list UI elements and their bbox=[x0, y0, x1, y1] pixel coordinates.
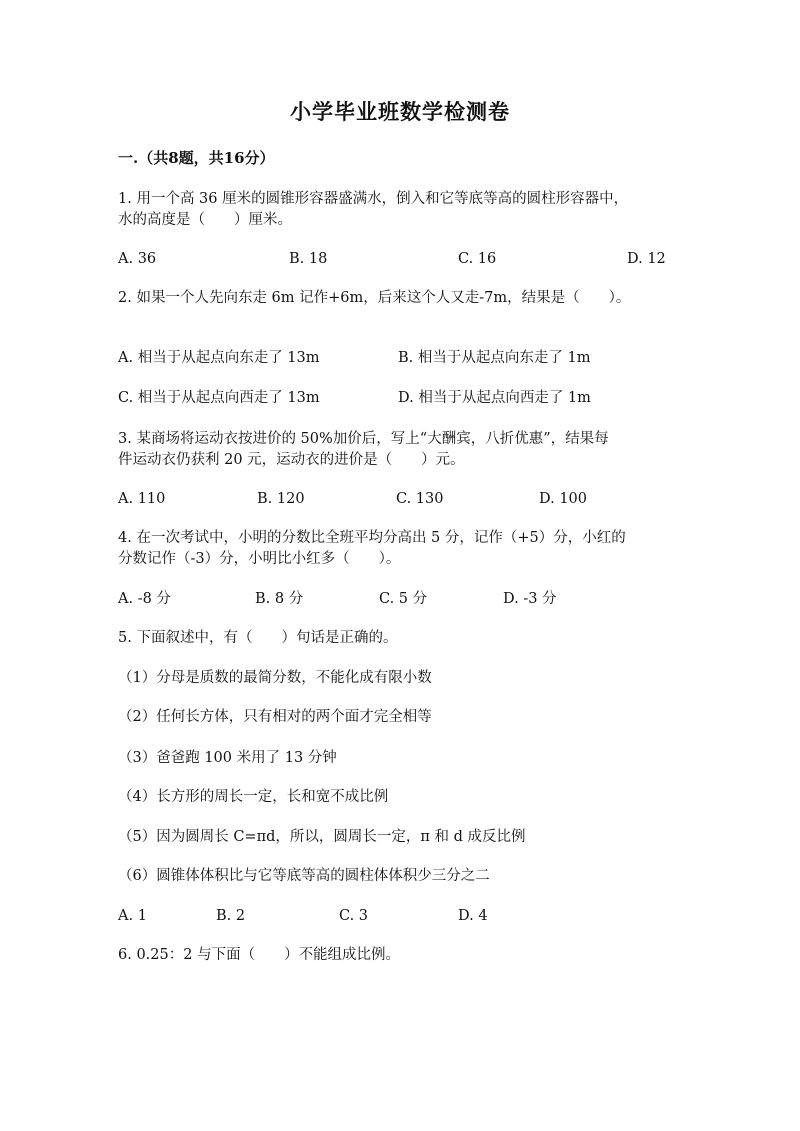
question-3-option-b[interactable]: B. 120 bbox=[257, 491, 305, 507]
question-5-statement-3: （3）爸爸跑 100 米用了 13 分钟 bbox=[118, 750, 337, 766]
question-5-line-1: 5. 下面叙述中，有（ ）句话是正确的。 bbox=[118, 630, 398, 646]
question-4-option-d[interactable]: D. -3 分 bbox=[503, 591, 557, 607]
question-1-option-d[interactable]: D. 12 bbox=[627, 251, 666, 267]
section-heading: 一.（共8题，共16分） bbox=[118, 149, 275, 167]
question-5-statement-6: （6）圆锥体体积比与它等底等高的圆柱体体积少三分之二 bbox=[118, 868, 490, 884]
question-5-statement-2: （2）任何长方体，只有相对的两个面才完全相等 bbox=[118, 709, 432, 725]
question-1-option-c[interactable]: C. 16 bbox=[458, 251, 497, 267]
question-4-line-1: 4. 在一次考试中，小明的分数比全班平均分高出 5 分，记作（+5）分，小红的 bbox=[118, 530, 626, 546]
question-3-option-d[interactable]: D. 100 bbox=[539, 491, 588, 507]
question-2-option-c[interactable]: C. 相当于从起点向西走了 13m bbox=[118, 390, 320, 406]
question-3-line-1: 3. 某商场将运动衣按进价的 50%加价后，写上“大酬宾，八折优惠”，结果每 bbox=[118, 431, 609, 447]
question-5-statement-1: （1）分母是质数的最简分数，不能化成有限小数 bbox=[118, 670, 432, 686]
question-4-option-a[interactable]: A. -8 分 bbox=[118, 591, 171, 607]
question-5-statement-5: （5）因为圆周长 C=πd，所以，圆周长一定，π 和 d 成反比例 bbox=[118, 829, 526, 845]
question-5-statement-4: （4）长方形的周长一定，长和宽不成比例 bbox=[118, 789, 389, 805]
question-2-option-d[interactable]: D. 相当于从起点向西走了 1m bbox=[398, 390, 591, 406]
question-3-line-2: 件运动衣仍获利 20 元，运动衣的进价是（ ）元。 bbox=[118, 452, 465, 468]
question-3-option-a[interactable]: A. 110 bbox=[118, 491, 166, 507]
question-5-option-c[interactable]: C. 3 bbox=[339, 908, 369, 924]
question-2-option-b[interactable]: B. 相当于从起点向东走了 1m bbox=[398, 350, 591, 366]
question-5-option-b[interactable]: B. 2 bbox=[216, 908, 246, 924]
question-1-line-1: 1. 用一个高 36 厘米的圆锥形容器盛满水，倒入和它等底等高的圆柱形容器中， bbox=[118, 191, 629, 207]
question-6-line-1: 6. 0.25：2 与下面（ ）不能组成比例。 bbox=[118, 947, 401, 963]
exam-title: 小学毕业班数学检测卷 bbox=[290, 99, 510, 124]
question-4-option-c[interactable]: C. 5 分 bbox=[379, 591, 428, 607]
question-2-option-a[interactable]: A. 相当于从起点向东走了 13m bbox=[118, 350, 320, 366]
question-1-option-a[interactable]: A. 36 bbox=[118, 251, 157, 267]
question-4-line-2: 分数记作（-3）分，小明比小红多（ ）。 bbox=[118, 551, 401, 567]
question-4-option-b[interactable]: B. 8 分 bbox=[255, 591, 304, 607]
question-3-option-c[interactable]: C. 130 bbox=[396, 491, 444, 507]
question-5-option-a[interactable]: A. 1 bbox=[118, 908, 147, 924]
question-1-line-2: 水的高度是（ ）厘米。 bbox=[118, 212, 292, 228]
question-2-line-1: 2. 如果一个人先向东走 6m 记作+6m，后来这个人又走-7m，结果是（ ）。 bbox=[118, 290, 631, 306]
question-1-option-b[interactable]: B. 18 bbox=[289, 251, 328, 267]
question-5-option-d[interactable]: D. 4 bbox=[458, 908, 488, 924]
